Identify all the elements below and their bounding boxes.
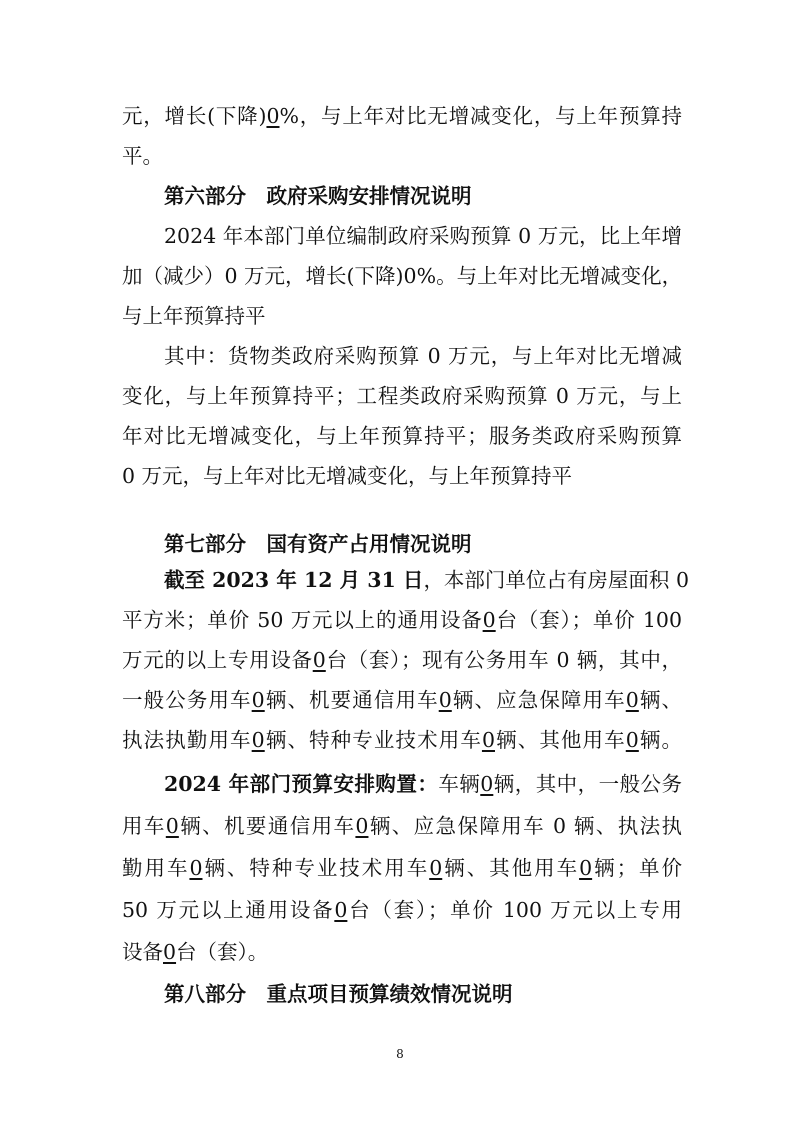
- underlined-number: 0: [251, 688, 265, 712]
- underlined-number: 0: [482, 608, 496, 632]
- paragraph-line: 加（减少）0 万元，增长(下降)0%。与上年对比无增减变化，: [122, 264, 683, 288]
- text-run: 设备: [122, 940, 163, 964]
- text-run: 台（套）；单价 100 万元以上专用: [347, 898, 682, 922]
- text-run: 辆、其他用车: [494, 728, 626, 752]
- text-run: 一般公务用车: [122, 688, 252, 712]
- underlined-number: 0: [189, 856, 203, 880]
- text-run: 辆、机要通信用车: [264, 688, 439, 712]
- text-run: 辆、特种专业技术用车: [264, 728, 482, 752]
- text-run: 50 万元以上通用设备: [122, 898, 335, 922]
- paragraph-line: 0 万元，与上年对比无增减变化，与上年预算持平: [122, 464, 573, 488]
- section-heading-8: 第八部分 重点项目预算绩效情况说明: [164, 982, 513, 1006]
- text-run: 辆、其他用车: [442, 856, 580, 880]
- page-number: 8: [396, 1047, 404, 1061]
- underlined-number: 0: [579, 856, 593, 880]
- paragraph-line: [122, 96, 682, 136]
- underlined-number: 0: [334, 898, 348, 922]
- text-run: 台（套）；单价 100: [495, 608, 682, 632]
- paragraph-line: 年对比无增减变化，与上年预算持平；服务类政府采购预算: [122, 424, 682, 448]
- text-run: ，本部门单位占有房屋面积 0: [423, 568, 689, 592]
- text-run: 辆、特种专业技术用车: [202, 856, 430, 880]
- paragraph-line: 平。: [122, 144, 163, 168]
- section-heading-7: 第七部分 国有资产占用情况说明: [164, 532, 472, 556]
- text-run: 万元的以上专用设备: [122, 648, 313, 672]
- text-run: 执法执勤用车: [122, 728, 252, 752]
- underlined-number: 0: [163, 940, 177, 964]
- text-run: 勤用车: [122, 856, 190, 880]
- text-run: 辆、应急保障用车 0 辆、执法执: [368, 814, 683, 838]
- text-run: 辆。: [638, 728, 683, 752]
- paragraph-line: [122, 600, 682, 640]
- paragraph-line: [122, 640, 682, 680]
- bold-date: 截至 2023 年 12 月 31 日: [164, 568, 424, 592]
- underlined-number: 0: [266, 104, 280, 128]
- text-run: 元，增长(下降): [122, 104, 267, 128]
- paragraph-line: 其中：货物类政府采购预算 0 万元，与上年对比无增减: [164, 344, 682, 368]
- underlined-number: 0: [312, 648, 326, 672]
- paragraph-line: [164, 764, 682, 804]
- paragraph-line: [122, 890, 682, 930]
- bold-lead: 2024 年部门预算安排购置：: [164, 772, 439, 796]
- text-run: 台（套）。: [176, 940, 269, 964]
- paragraph-line: [164, 560, 689, 600]
- underlined-number: 0: [625, 728, 639, 752]
- paragraph-line: [122, 806, 682, 846]
- text-run: 平方米；单价 50 万元以上的通用设备: [122, 608, 483, 632]
- text-run: %，与上年对比无增减变化，与上年预算持: [279, 104, 682, 128]
- underlined-number: 0: [438, 688, 452, 712]
- section-heading-6: 第六部分 政府采购安排情况说明: [164, 184, 472, 208]
- underlined-number: 0: [625, 688, 639, 712]
- paragraph-line: 变化，与上年预算持平；工程类政府采购预算 0 万元，与上: [122, 384, 682, 408]
- underlined-number: 0: [251, 728, 265, 752]
- paragraph-line: 与上年预算持平: [122, 304, 266, 328]
- text-run: 辆；单价: [592, 856, 683, 880]
- paragraph-line: [122, 932, 682, 972]
- paragraph-line: 2024 年本部门单位编制政府采购预算 0 万元，比上年增: [164, 224, 682, 248]
- underlined-number: 0: [480, 772, 494, 796]
- text-run: 辆，其中，一般公务: [493, 772, 683, 796]
- text-run: 用车: [122, 814, 166, 838]
- paragraph-line: [122, 720, 682, 760]
- text-run: 车辆: [438, 772, 481, 796]
- text-run: 辆、应急保障用车: [451, 688, 626, 712]
- text-run: 台（套）；现有公务用车 0 辆，其中，: [325, 648, 683, 672]
- text-run: 辆、: [638, 688, 683, 712]
- underlined-number: 0: [429, 856, 443, 880]
- paragraph-line: [122, 680, 682, 720]
- text-run: 辆、机要通信用车: [178, 814, 356, 838]
- underlined-number: 0: [355, 814, 369, 838]
- underlined-number: 0: [481, 728, 495, 752]
- paragraph-line: [122, 848, 682, 888]
- underlined-number: 0: [165, 814, 179, 838]
